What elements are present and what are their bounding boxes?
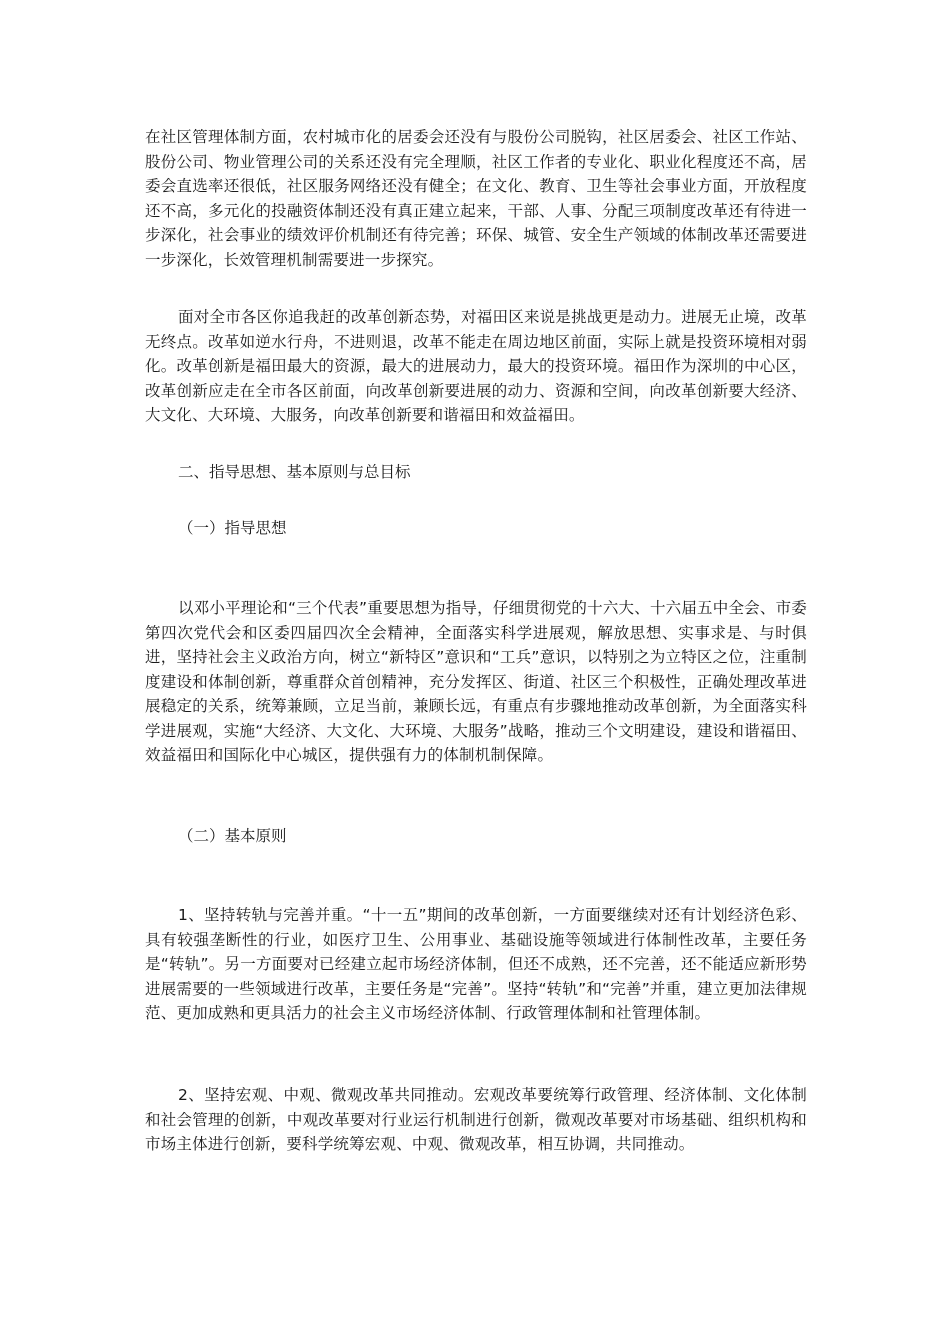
paragraph-guiding-thought: 以邓小平理论和“三个代表”重要思想为指导，仔细贯彻党的十六大、十六届五中全会、市委第四次党代会和区委四届四次全会精神，全面落实科学进展观，解放思想、实事求是、与时俱进，坚持社会主义政治方向，树立“新特区”意识和“工兵”意识，以特别之为立特区之位，注重制度建设和体制创新，尊重群众首创精神，充分发挥区、街道、社区三个积极性，正确处理改革进展稳定的关系，统筹兼顾，立足当前，兼顾长远，有重点有步骤地推动改革创新，为全面落实科学进展观，实施“大经济、大文化、大环境、大服务”战略，推动三个文明建设，建设和谐福田、效益福田和国际化中心城区，提供强有力的体制机制保障。: [145, 599, 807, 764]
paragraph-principle-2: 2、坚持宏观、中观、微观改革共同推动。宏观改革要统筹行政管理、经济体制、文化体制和社会管理的创新，中观改革要对行业运行机制进行创新，微观改革要对市场基础、组织机构和市场主体进行创新，要科学统筹宏观、中观、微观改革，相互协调，共同推动。: [145, 1086, 807, 1153]
subheading-guiding-thought: （一）指导思想: [178, 519, 287, 537]
section-heading-guiding-principles: 二、指导思想、基本原则与总目标: [178, 463, 411, 481]
subheading-basic-principles: （二）基本原则: [178, 827, 287, 845]
paragraph-reform-momentum: 面对全市各区你追我赶的改革创新态势，对福田区来说是挑战更是动力。进展无止境，改革无终点。改革如逆水行舟，不进则退，改革不能走在周边地区前面，实际上就是投资环境相对弱化。改革创新是福田最大的资源，最大的进展动力，最大的投资环境。福田作为深圳的中心区，改革创新应走在全市各区前面，向改革创新要进展的动力、资源和空间，向改革创新要大经济、大文化、大环境、大服务，向改革创新要和谐福田和效益福田。: [145, 308, 807, 424]
paragraph-community-management: 在社区管理体制方面，农村城市化的居委会还没有与股份公司脱钩，社区居委会、社区工作站、股份公司、物业管理公司的关系还没有完全理顺，社区工作者的专业化、职业化程度还不高，居委会直选率还很低，社区服务网络还没有健全；在文化、教育、卫生等社会事业方面，开放程度还不高，多元化的投融资体制还没有真正建立起来，干部、人事、分配三项制度改革还有待进一步深化，社会事业的绩效评价机制还有待完善；环保、城管、安全生产领域的体制改革还需要进一步深化，长效管理机制需要进一步探究。: [145, 128, 807, 269]
paragraph-principle-1: 1、坚持转轨与完善并重。“十一五”期间的改革创新，一方面要继续对还有计划经济色彩、具有较强垄断性的行业，如医疗卫生、公用事业、基础设施等领域进行体制性改革，主要任务是“转轨”。另一方面要对已经建立起市场经济体制，但还不成熟，还不完善，还不能适应新形势进展需要的一些领域进行改革，主要任务是“完善”。坚持“转轨”和“完善”并重，建立更加法律规范、更加成熟和更具活力的社会主义市场经济体制、行政管理体制和社管理体制。: [145, 906, 807, 1022]
